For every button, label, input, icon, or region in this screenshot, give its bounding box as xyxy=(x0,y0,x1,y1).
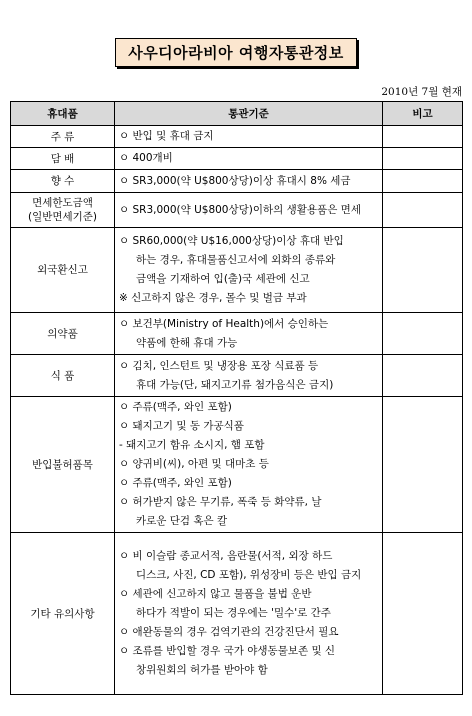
date-label: 2010년 7월 현재 xyxy=(381,86,462,98)
standard-line: ㅇ 세관에 신고하지 않고 물품을 불법 운반 xyxy=(119,588,312,600)
remark-cell xyxy=(383,397,463,533)
item-label: 기타 유의사항 xyxy=(30,607,95,620)
item-label: 담 배 xyxy=(50,152,75,165)
standard-cell xyxy=(115,193,383,228)
standard-line: 하다가 적발이 되는 경우에는 '밀수'로 간주 xyxy=(136,607,331,619)
title-container xyxy=(0,38,472,67)
remark-cell xyxy=(383,126,463,148)
standard-cell xyxy=(115,148,383,170)
standard-line: ㅇ 조류를 반입할 경우 국가 야생동물보존 및 신 xyxy=(119,645,336,657)
standard-line: ㅇ 비 이슬람 종교서적, 음란물(서적, 외장 하드 xyxy=(119,550,333,562)
item-label: 반입불허품목 xyxy=(32,458,93,471)
item-label: 면세한도금액 xyxy=(32,197,93,209)
standard-line: ※ 신고하지 않은 경우, 몰수 및 벌금 부과 xyxy=(119,292,307,304)
table-body xyxy=(11,126,463,695)
standard-line: ㅇ 주류(맥주, 와인 포함) xyxy=(119,477,232,489)
customs-table xyxy=(10,101,463,695)
table-row xyxy=(11,170,463,193)
remark-cell xyxy=(383,313,463,355)
item-cell xyxy=(11,313,115,355)
remark-cell xyxy=(383,193,463,228)
standard-line: 창위원회의 허가를 받아야 함 xyxy=(136,664,268,676)
item-label: 의약품 xyxy=(47,327,78,340)
remark-cell xyxy=(383,170,463,193)
standard-line: ㅇ 양귀비(씨), 아편 및 대마초 등 xyxy=(119,458,269,470)
item-cell xyxy=(11,193,115,228)
item-cell xyxy=(11,170,115,193)
standard-line: 하는 경우, 휴대물품신고서에 외화의 종류와 xyxy=(136,254,336,266)
standard-line: ㅇ 김치, 인스턴트 및 냉장용 포장 식료품 등 xyxy=(119,359,319,372)
item-cell xyxy=(11,148,115,170)
standard-line: ㅇ 보건부(Ministry of Health)에서 승인하는 xyxy=(119,317,329,330)
standard-line: 약품에 한해 휴대 가능 xyxy=(136,336,238,349)
standard-cell xyxy=(115,228,383,313)
standard-line: 휴대 가능(단, 돼지고기류 첨가음식은 금지) xyxy=(136,378,334,391)
table-row xyxy=(11,397,463,533)
header-item: 휴대품 xyxy=(11,102,115,126)
page-title: 사우디아라비아 여행자통관정보 xyxy=(115,38,357,67)
remark-cell xyxy=(383,355,463,397)
standard-line: 카로운 단검 혹은 칼 xyxy=(136,515,228,527)
remark-cell xyxy=(383,148,463,170)
standard-line: ㅇ 400개비 xyxy=(119,152,173,164)
item-label: 식 품 xyxy=(50,369,75,382)
table-row xyxy=(11,313,463,355)
standard-cell xyxy=(115,397,383,533)
table-row xyxy=(11,228,463,313)
table-header-row xyxy=(11,102,463,126)
standard-line: - 돼지고기 함유 소시지, 햄 포함 xyxy=(119,439,265,451)
item-cell xyxy=(11,126,115,148)
item-label: 주 류 xyxy=(50,130,75,143)
remark-cell xyxy=(383,533,463,695)
standard-line: 금액을 기재하여 입(출)국 세관에 신고 xyxy=(136,273,310,285)
item-cell xyxy=(11,355,115,397)
header-standard: 통관기준 xyxy=(115,102,383,126)
table-row xyxy=(11,533,463,695)
standard-line: ㅇ 반입 및 휴대 금지 xyxy=(119,130,214,142)
item-cell xyxy=(11,228,115,313)
standard-line: ㅇ 애완동물의 경우 검역기관의 건강진단서 필요 xyxy=(119,626,339,638)
standard-line: ㅇ SR60,000(약 U$16,000상당)이상 휴대 반입 xyxy=(119,235,344,247)
standard-line: ㅇ 주류(맥주, 와인 포함) xyxy=(119,401,232,413)
standard-line: ㅇ 돼지고기 및 동 가공식품 xyxy=(119,420,244,432)
standard-cell xyxy=(115,126,383,148)
header-remark: 비고 xyxy=(383,102,463,126)
table-row xyxy=(11,148,463,170)
item-cell xyxy=(11,397,115,533)
standard-cell xyxy=(115,313,383,355)
item-label: 외국환신고 xyxy=(37,264,88,276)
standard-line: ㅇ SR3,000(약 U$800상당)이상 휴대시 8% 세금 xyxy=(119,174,351,187)
item-label: (일반면세기준) xyxy=(27,211,98,223)
standard-cell xyxy=(115,355,383,397)
remark-cell xyxy=(383,228,463,313)
standard-cell xyxy=(115,170,383,193)
item-label: 향 수 xyxy=(50,175,75,187)
item-cell xyxy=(11,533,115,695)
standard-cell xyxy=(115,533,383,695)
standard-line: 디스크, 사진, CD 포함), 위성장비 등은 반입 금지 xyxy=(136,569,362,581)
table-row xyxy=(11,126,463,148)
standard-line: ㅇ 허가받지 않은 무기류, 폭죽 등 화약류, 날 xyxy=(119,496,322,508)
table-row xyxy=(11,193,463,228)
table-row xyxy=(11,355,463,397)
standard-line: ㅇ SR3,000(약 U$800상당)이하의 생활용품은 면세 xyxy=(119,203,361,216)
